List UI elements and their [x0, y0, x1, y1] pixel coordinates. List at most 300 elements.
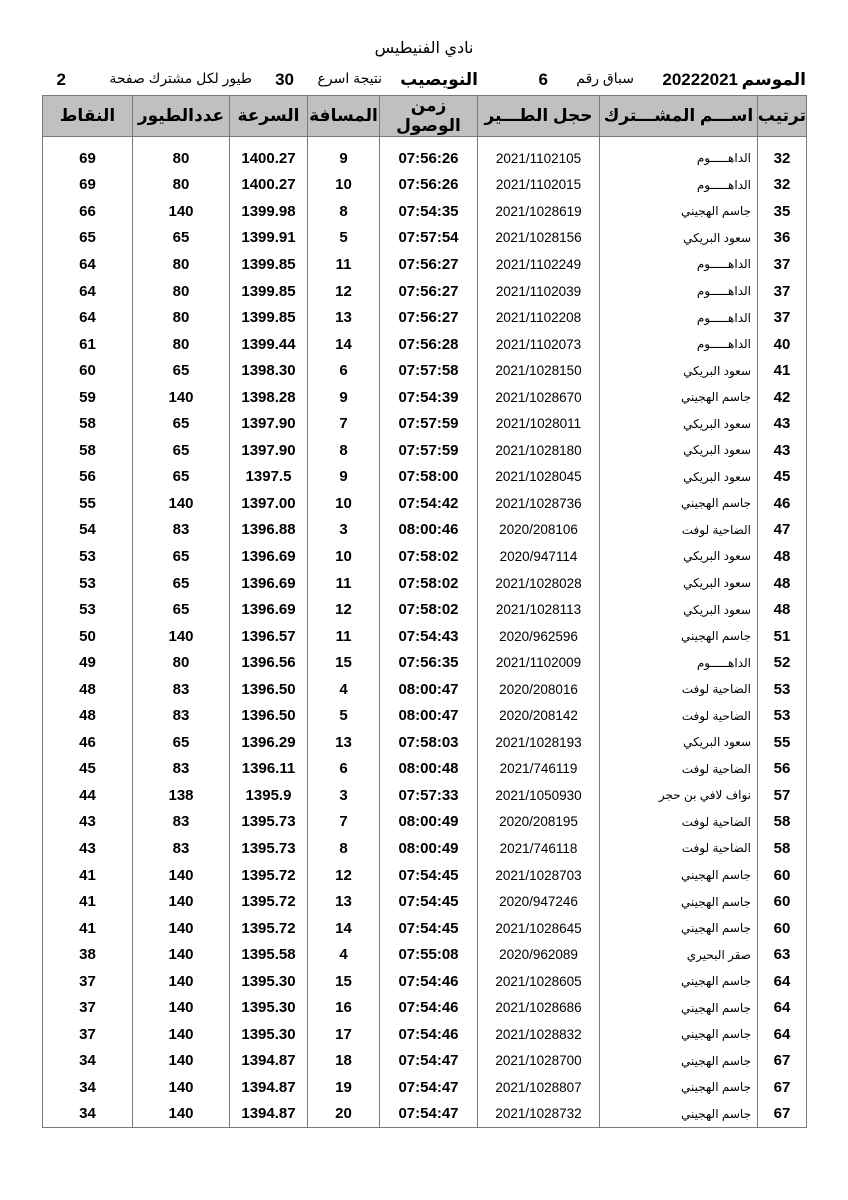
participant-name-cell: الداهـــــوم: [600, 251, 758, 278]
rank-cell: 60: [758, 862, 807, 889]
points-cell: 69: [43, 145, 133, 172]
club-title: نادي الفنيطيس: [374, 40, 474, 57]
birds-count-cell: 83: [133, 702, 230, 729]
table-row: [43, 517, 807, 544]
arrival-time-cell: 07:58:02: [380, 596, 478, 623]
distance-cell: 6: [308, 357, 380, 384]
ring-number-cell: 2021/1028736: [478, 490, 600, 517]
race-label: سباق رقم: [576, 70, 634, 86]
birds-count-cell: 80: [133, 145, 230, 172]
speed-cell: 1395.73: [230, 809, 308, 836]
rank-cell: 67: [758, 1074, 807, 1101]
points-cell: 34: [43, 1101, 133, 1128]
rank-cell: 32: [758, 145, 807, 172]
ring-number-cell: 2021/1028703: [478, 862, 600, 889]
participant-name-cell: سعود البريكي: [600, 729, 758, 756]
ring-number-cell: 2021/1102009: [478, 649, 600, 676]
speed-cell: 1395.30: [230, 1021, 308, 1048]
points-cell: 64: [43, 251, 133, 278]
speed-cell: 1396.29: [230, 729, 308, 756]
speed-cell: 1395.72: [230, 915, 308, 942]
table-row: [43, 304, 807, 331]
arrival-time-cell: 07:56:27: [380, 304, 478, 331]
rank-cell: 48: [758, 543, 807, 570]
participant-name-cell: سعود البريكي: [600, 570, 758, 597]
table-row: [43, 251, 807, 278]
birds-count-cell: 140: [133, 384, 230, 411]
ring-number-cell: 2021/1028619: [478, 198, 600, 225]
ring-number-cell: 2021/1102015: [478, 172, 600, 199]
participant-name-cell: سعود البريكي: [600, 225, 758, 252]
birds-count-cell: 140: [133, 490, 230, 517]
birds-count-cell: 80: [133, 278, 230, 305]
rank-cell: 53: [758, 702, 807, 729]
ring-number-cell: 2021/1028011: [478, 410, 600, 437]
season-label: الموسم: [741, 70, 806, 89]
distance-cell: 15: [308, 968, 380, 995]
points-cell: 34: [43, 1074, 133, 1101]
rank-cell: 43: [758, 410, 807, 437]
birds-count-cell: 140: [133, 941, 230, 968]
arrival-time-cell: 08:00:49: [380, 809, 478, 836]
distance-cell: 15: [308, 649, 380, 676]
speed-cell: 1399.44: [230, 331, 308, 358]
arrival-time-cell: 08:00:49: [380, 835, 478, 862]
distance-cell: 10: [308, 543, 380, 570]
birds-count-cell: 80: [133, 251, 230, 278]
rank-cell: 58: [758, 809, 807, 836]
points-cell: 54: [43, 517, 133, 544]
arrival-time-cell: 07:54:45: [380, 862, 478, 889]
arrival-time-cell: 07:54:47: [380, 1101, 478, 1128]
birds-count-cell: 65: [133, 596, 230, 623]
participant-name-cell: جاسم الهجيني: [600, 915, 758, 942]
participant-name-cell: جاسم الهجيني: [600, 1048, 758, 1075]
arrival-time-cell: 07:55:08: [380, 941, 478, 968]
table-row: [43, 1048, 807, 1075]
participant-name-cell: الداهـــــوم: [600, 145, 758, 172]
arrival-time-cell: 07:54:47: [380, 1074, 478, 1101]
birds-count-cell: 83: [133, 809, 230, 836]
speed-cell: 1399.85: [230, 251, 308, 278]
distance-cell: 4: [308, 676, 380, 703]
arrival-time-cell: 07:54:46: [380, 995, 478, 1022]
results-table: [42, 95, 807, 1128]
rank-cell: 60: [758, 888, 807, 915]
speed-cell: 1395.72: [230, 888, 308, 915]
arrival-time-cell: 07:58:03: [380, 729, 478, 756]
participant-name-cell: جاسم الهجيني: [600, 1074, 758, 1101]
arrival-time-cell: 07:54:47: [380, 1048, 478, 1075]
rank-cell: 56: [758, 756, 807, 783]
distance-cell: 19: [308, 1074, 380, 1101]
table-row: [43, 543, 807, 570]
col-header-birds: عددالطيور: [133, 96, 230, 137]
distance-cell: 14: [308, 915, 380, 942]
points-cell: 65: [43, 225, 133, 252]
birds-count-cell: 65: [133, 729, 230, 756]
points-cell: 48: [43, 702, 133, 729]
points-cell: 45: [43, 756, 133, 783]
points-cell: 44: [43, 782, 133, 809]
rank-cell: 37: [758, 304, 807, 331]
arrival-time-cell: 07:54:39: [380, 384, 478, 411]
ring-number-cell: 2021/1028156: [478, 225, 600, 252]
points-cell: 43: [43, 809, 133, 836]
distance-cell: 12: [308, 278, 380, 305]
birds-count-cell: 83: [133, 835, 230, 862]
birds-count-cell: 80: [133, 304, 230, 331]
ring-number-cell: 2021/1028045: [478, 464, 600, 491]
arrival-time-cell: 07:57:59: [380, 410, 478, 437]
points-cell: 46: [43, 729, 133, 756]
speed-cell: 1396.69: [230, 570, 308, 597]
speed-cell: 1399.98: [230, 198, 308, 225]
rank-cell: 48: [758, 570, 807, 597]
birds-count-cell: 80: [133, 172, 230, 199]
participant-name-cell: نواف لافي بن حجر: [600, 782, 758, 809]
points-cell: 58: [43, 410, 133, 437]
distance-cell: 11: [308, 570, 380, 597]
arrival-time-cell: 07:54:45: [380, 915, 478, 942]
ring-number-cell: 2020/208195: [478, 809, 600, 836]
participant-name-cell: صقر البحيري: [600, 941, 758, 968]
points-cell: 60: [43, 357, 133, 384]
birds-count-cell: 80: [133, 649, 230, 676]
speed-cell: 1398.30: [230, 357, 308, 384]
points-cell: 53: [43, 570, 133, 597]
rank-cell: 32: [758, 172, 807, 199]
arrival-time-cell: 07:57:59: [380, 437, 478, 464]
header-spacer: [43, 137, 807, 146]
ring-number-cell: 2021/1028180: [478, 437, 600, 464]
arrival-time-cell: 07:54:43: [380, 623, 478, 650]
table-row: [43, 410, 807, 437]
rank-cell: 35: [758, 198, 807, 225]
ring-number-cell: 2021/1102105: [478, 145, 600, 172]
table-header-row: [43, 96, 807, 137]
participant-name-cell: جاسم الهجيني: [600, 888, 758, 915]
birds-count-cell: 83: [133, 517, 230, 544]
participant-name-cell: الداهـــــوم: [600, 649, 758, 676]
points-cell: 59: [43, 384, 133, 411]
distance-cell: 11: [308, 251, 380, 278]
speed-cell: 1396.69: [230, 596, 308, 623]
per-page-label: طيور لكل مشترك صفحة: [109, 70, 252, 86]
speed-cell: 1396.50: [230, 702, 308, 729]
arrival-time-cell: 07:58:02: [380, 570, 478, 597]
table-row: [43, 782, 807, 809]
col-header-speed: السرعة: [230, 96, 308, 137]
distance-cell: 4: [308, 941, 380, 968]
ring-number-cell: 2021/1028686: [478, 995, 600, 1022]
rank-cell: 42: [758, 384, 807, 411]
points-cell: 34: [43, 1048, 133, 1075]
speed-cell: 1396.50: [230, 676, 308, 703]
table-row: [43, 384, 807, 411]
ring-number-cell: 2021/746118: [478, 835, 600, 862]
speed-cell: 1396.11: [230, 756, 308, 783]
arrival-time-cell: 07:57:54: [380, 225, 478, 252]
points-cell: 61: [43, 331, 133, 358]
participant-name-cell: الضاحية لوفت: [600, 809, 758, 836]
birds-count-cell: 65: [133, 357, 230, 384]
rank-cell: 67: [758, 1101, 807, 1128]
arrival-time-cell: 07:54:45: [380, 888, 478, 915]
rank-cell: 63: [758, 941, 807, 968]
rank-cell: 45: [758, 464, 807, 491]
speed-cell: 1397.90: [230, 437, 308, 464]
speed-cell: 1395.30: [230, 995, 308, 1022]
ring-number-cell: 2021/1028028: [478, 570, 600, 597]
distance-cell: 7: [308, 809, 380, 836]
table-row: [43, 729, 807, 756]
arrival-time-cell: 07:54:42: [380, 490, 478, 517]
points-cell: 37: [43, 1021, 133, 1048]
table-row: [43, 225, 807, 252]
speed-cell: 1395.9: [230, 782, 308, 809]
race-location: النويصيب: [400, 70, 478, 89]
birds-count-cell: 140: [133, 623, 230, 650]
points-cell: 69: [43, 172, 133, 199]
col-header-ring: حجل الطـــير: [478, 96, 600, 137]
participant-name-cell: الداهـــــوم: [600, 304, 758, 331]
distance-cell: 10: [308, 490, 380, 517]
participant-name-cell: جاسم الهجيني: [600, 623, 758, 650]
speed-cell: 1397.5: [230, 464, 308, 491]
ring-number-cell: 2021/1050930: [478, 782, 600, 809]
distance-cell: 13: [308, 729, 380, 756]
distance-cell: 5: [308, 702, 380, 729]
table-row: [43, 570, 807, 597]
speed-cell: 1394.87: [230, 1048, 308, 1075]
points-cell: 49: [43, 649, 133, 676]
table-row: [43, 596, 807, 623]
col-header-points: النقاط: [43, 96, 133, 137]
distance-cell: 9: [308, 384, 380, 411]
birds-count-cell: 140: [133, 1074, 230, 1101]
birds-count-cell: 65: [133, 225, 230, 252]
table-row: [43, 145, 807, 172]
ring-number-cell: 2021/746119: [478, 756, 600, 783]
birds-count-cell: 65: [133, 410, 230, 437]
arrival-time-cell: 08:00:47: [380, 676, 478, 703]
col-header-distance: المسافة: [308, 96, 380, 137]
birds-count-cell: 140: [133, 1048, 230, 1075]
table-row: [43, 995, 807, 1022]
participant-name-cell: جاسم الهجيني: [600, 384, 758, 411]
birds-count-cell: 65: [133, 543, 230, 570]
points-cell: 37: [43, 968, 133, 995]
distance-cell: 10: [308, 172, 380, 199]
speed-cell: 1397.00: [230, 490, 308, 517]
speed-cell: 1399.85: [230, 304, 308, 331]
ring-number-cell: 2021/1102073: [478, 331, 600, 358]
participant-name-cell: سعود البريكي: [600, 596, 758, 623]
col-header-time: زمن الوصول: [380, 96, 478, 137]
distance-cell: 13: [308, 304, 380, 331]
arrival-time-cell: 08:00:48: [380, 756, 478, 783]
points-cell: 48: [43, 676, 133, 703]
ring-number-cell: 2021/1102039: [478, 278, 600, 305]
participant-name-cell: الداهـــــوم: [600, 278, 758, 305]
points-cell: 53: [43, 543, 133, 570]
distance-cell: 17: [308, 1021, 380, 1048]
distance-cell: 8: [308, 437, 380, 464]
arrival-time-cell: 07:56:26: [380, 145, 478, 172]
participant-name-cell: جاسم الهجيني: [600, 1101, 758, 1128]
points-cell: 56: [43, 464, 133, 491]
rank-cell: 58: [758, 835, 807, 862]
speed-cell: 1394.87: [230, 1101, 308, 1128]
participant-name-cell: جاسم الهجيني: [600, 1021, 758, 1048]
birds-count: 30: [275, 70, 294, 89]
participant-name-cell: الضاحية لوفت: [600, 835, 758, 862]
points-cell: 43: [43, 835, 133, 862]
birds-count-cell: 140: [133, 888, 230, 915]
arrival-time-cell: 07:56:35: [380, 649, 478, 676]
result-label: نتيجة اسرع: [317, 70, 382, 86]
distance-cell: 7: [308, 410, 380, 437]
distance-cell: 20: [308, 1101, 380, 1128]
speed-cell: 1394.87: [230, 1074, 308, 1101]
participant-name-cell: سعود البريكي: [600, 464, 758, 491]
rank-cell: 52: [758, 649, 807, 676]
arrival-time-cell: 07:54:35: [380, 198, 478, 225]
table-row: [43, 357, 807, 384]
ring-number-cell: 2021/1028700: [478, 1048, 600, 1075]
points-cell: 41: [43, 862, 133, 889]
points-cell: 55: [43, 490, 133, 517]
distance-cell: 5: [308, 225, 380, 252]
arrival-time-cell: 07:57:33: [380, 782, 478, 809]
rank-cell: 60: [758, 915, 807, 942]
speed-cell: 1399.85: [230, 278, 308, 305]
rank-cell: 67: [758, 1048, 807, 1075]
ring-number-cell: 2020/947246: [478, 888, 600, 915]
arrival-time-cell: 07:54:46: [380, 1021, 478, 1048]
participant-name-cell: الضاحية لوفت: [600, 676, 758, 703]
speed-cell: 1396.88: [230, 517, 308, 544]
points-cell: 66: [43, 198, 133, 225]
ring-number-cell: 2021/1102249: [478, 251, 600, 278]
distance-cell: 9: [308, 464, 380, 491]
distance-cell: 9: [308, 145, 380, 172]
speed-cell: 1400.27: [230, 145, 308, 172]
table-row: [43, 702, 807, 729]
ring-number-cell: 2021/1028605: [478, 968, 600, 995]
participant-name-cell: الداهـــــوم: [600, 331, 758, 358]
page-number: 2: [56, 70, 66, 89]
arrival-time-cell: 07:54:46: [380, 968, 478, 995]
arrival-time-cell: 07:57:58: [380, 357, 478, 384]
col-header-rank: ترتيب: [758, 96, 807, 137]
speed-cell: 1398.28: [230, 384, 308, 411]
speed-cell: 1399.91: [230, 225, 308, 252]
table-row: [43, 278, 807, 305]
participant-name-cell: جاسم الهجيني: [600, 968, 758, 995]
rank-cell: 40: [758, 331, 807, 358]
speed-cell: 1395.72: [230, 862, 308, 889]
table-row: [43, 835, 807, 862]
points-cell: 64: [43, 278, 133, 305]
ring-number-cell: 2021/1028150: [478, 357, 600, 384]
birds-count-cell: 140: [133, 995, 230, 1022]
arrival-time-cell: 07:56:27: [380, 278, 478, 305]
birds-count-cell: 140: [133, 968, 230, 995]
ring-number-cell: 2021/1028645: [478, 915, 600, 942]
ring-number-cell: 2021/1028807: [478, 1074, 600, 1101]
rank-cell: 36: [758, 225, 807, 252]
speed-cell: 1395.73: [230, 835, 308, 862]
race-number: 6: [538, 70, 548, 89]
distance-cell: 18: [308, 1048, 380, 1075]
table-row: [43, 1101, 807, 1128]
speed-cell: 1397.90: [230, 410, 308, 437]
rank-cell: 43: [758, 437, 807, 464]
points-cell: 37: [43, 995, 133, 1022]
rank-cell: 37: [758, 251, 807, 278]
distance-cell: 8: [308, 198, 380, 225]
participant-name-cell: جاسم الهجيني: [600, 490, 758, 517]
rank-cell: 64: [758, 1021, 807, 1048]
participant-name-cell: الضاحية لوفت: [600, 517, 758, 544]
birds-count-cell: 140: [133, 198, 230, 225]
arrival-time-cell: 07:56:26: [380, 172, 478, 199]
speed-cell: 1400.27: [230, 172, 308, 199]
arrival-time-cell: 07:58:02: [380, 543, 478, 570]
table-row: [43, 437, 807, 464]
distance-cell: 3: [308, 517, 380, 544]
race-info-bar: [42, 70, 806, 92]
distance-cell: 13: [308, 888, 380, 915]
table-row: [43, 968, 807, 995]
table-row: [43, 915, 807, 942]
ring-number-cell: 2021/1028832: [478, 1021, 600, 1048]
rank-cell: 48: [758, 596, 807, 623]
rank-cell: 55: [758, 729, 807, 756]
ring-number-cell: 2021/1102208: [478, 304, 600, 331]
rank-cell: 57: [758, 782, 807, 809]
distance-cell: 8: [308, 835, 380, 862]
ring-number-cell: 2020/208106: [478, 517, 600, 544]
speed-cell: 1396.56: [230, 649, 308, 676]
participant-name-cell: سعود البريكي: [600, 357, 758, 384]
ring-number-cell: 2021/1028193: [478, 729, 600, 756]
participant-name-cell: الداهـــــوم: [600, 172, 758, 199]
points-cell: 41: [43, 915, 133, 942]
participant-name-cell: سعود البريكي: [600, 410, 758, 437]
ring-number-cell: 2020/208016: [478, 676, 600, 703]
birds-count-cell: 140: [133, 915, 230, 942]
table-row: [43, 331, 807, 358]
table-row: [43, 623, 807, 650]
arrival-time-cell: 08:00:47: [380, 702, 478, 729]
participant-name-cell: جاسم الهجيني: [600, 198, 758, 225]
table-row: [43, 862, 807, 889]
rank-cell: 46: [758, 490, 807, 517]
points-cell: 58: [43, 437, 133, 464]
ring-number-cell: 2020/962089: [478, 941, 600, 968]
season-value: 20222021: [662, 70, 738, 89]
rank-cell: 64: [758, 995, 807, 1022]
points-cell: 50: [43, 623, 133, 650]
rank-cell: 64: [758, 968, 807, 995]
birds-count-cell: 138: [133, 782, 230, 809]
ring-number-cell: 2020/208142: [478, 702, 600, 729]
speed-cell: 1395.30: [230, 968, 308, 995]
ring-number-cell: 2020/962596: [478, 623, 600, 650]
